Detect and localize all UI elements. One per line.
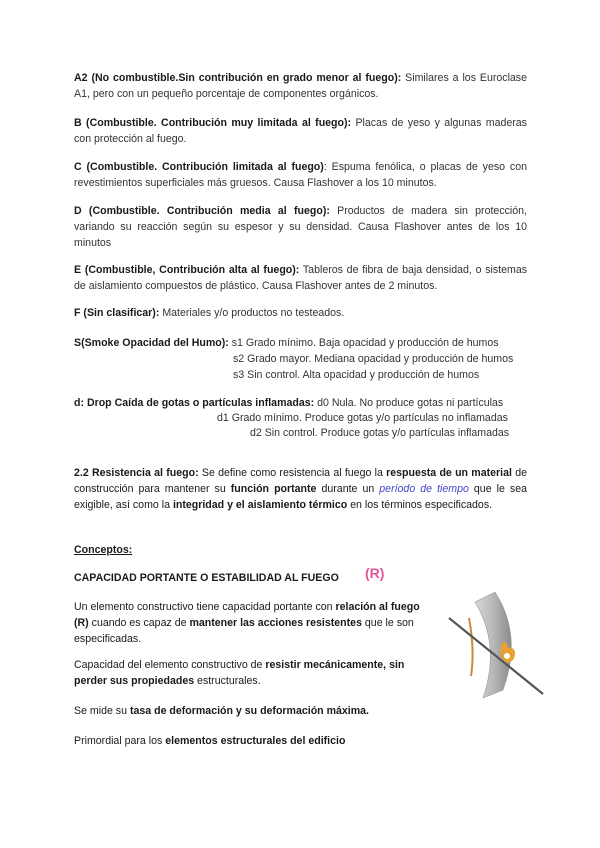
capacidad-code: (R)	[365, 565, 385, 581]
smoke-s3: s3 Sin control. Alta opacidad y producción de humos	[233, 369, 480, 381]
resistencia-paragraph: 2.2 Resistencia al fuego: Se define como resistencia al fuego la respuesta de un material de construcción para mantener su función portante durante un período de tiempo que le sea exigible, así como la integridad y el aislamiento térmico en los términos especificados.	[74, 467, 527, 511]
para-primordial: Primordial para los elementos estructurales del edificio	[74, 735, 346, 747]
class-a2: A2 (No combustible.Sin contribución en grado menor al fuego): Similares a los Euroclase A1, pero con un pequeño porcentaje de componentes orgánicos.	[74, 72, 527, 100]
class-b: B (Combustible. Contribución muy limitada al fuego): Placas de yeso y algunas maderas con protección al fuego.	[74, 117, 527, 145]
para-capacidad: Un elemento constructivo tiene capacidad portante con relación al fuego (R) cuando es capaz de mantener las acciones resistentes que le son especificadas.	[74, 601, 420, 645]
class-c: C (Combustible. Contribución limitada al fuego): Espuma fenólica, o placas de yeso con revestimientos superficiales más gruesos. Causa Flashover a los 10 minutos.	[74, 161, 527, 189]
class-d: D (Combustible. Contribución media al fuego): Productos de madera sin protección, variando su reacción según su espesor y su densidad. Causa Flashover antes de los 10 minutos	[74, 205, 527, 249]
smoke-s1: S(Smoke Opacidad del Humo): s1 Grado mínimo. Baja opacidad y producción de humos	[74, 337, 499, 349]
class-e: E (Combustible, Contribución alta al fuego): Tableros de fibra de baja densidad, o sistemas de aislamiento compuestos de plástico. Causa Flashover antes de 2 minutos.	[74, 264, 528, 292]
para-resistir: Capacidad del elemento constructivo de resistir mecánicamente, sin perder sus propiedades estructurales.	[74, 659, 405, 687]
smoke-s2: s2 Grado mayor. Mediana opacidad y producción de humos	[233, 353, 514, 365]
para-deformacion: Se mide su tasa de deformación y su deformación máxima.	[74, 705, 369, 717]
capacidad-title: CAPACIDAD PORTANTE O ESTABILIDAD AL FUEGO	[74, 572, 339, 584]
wall-edge	[469, 618, 473, 676]
bending-wall-fire-illustration	[445, 590, 545, 700]
drop-d1: d1 Grado mínimo. Produce gotas y/o partículas no inflamadas	[217, 412, 508, 424]
drop-d0: d: Drop Caída de gotas o partículas inflamadas: d0 Nula. No produce gotas ni partículas	[74, 397, 504, 409]
conceptos-heading: Conceptos:	[74, 544, 133, 556]
drop-d2: d2 Sin control. Produce gotas y/o partículas inflamadas	[250, 427, 510, 439]
class-f: F (Sin clasificar): Materiales y/o productos no testeados.	[74, 307, 345, 319]
